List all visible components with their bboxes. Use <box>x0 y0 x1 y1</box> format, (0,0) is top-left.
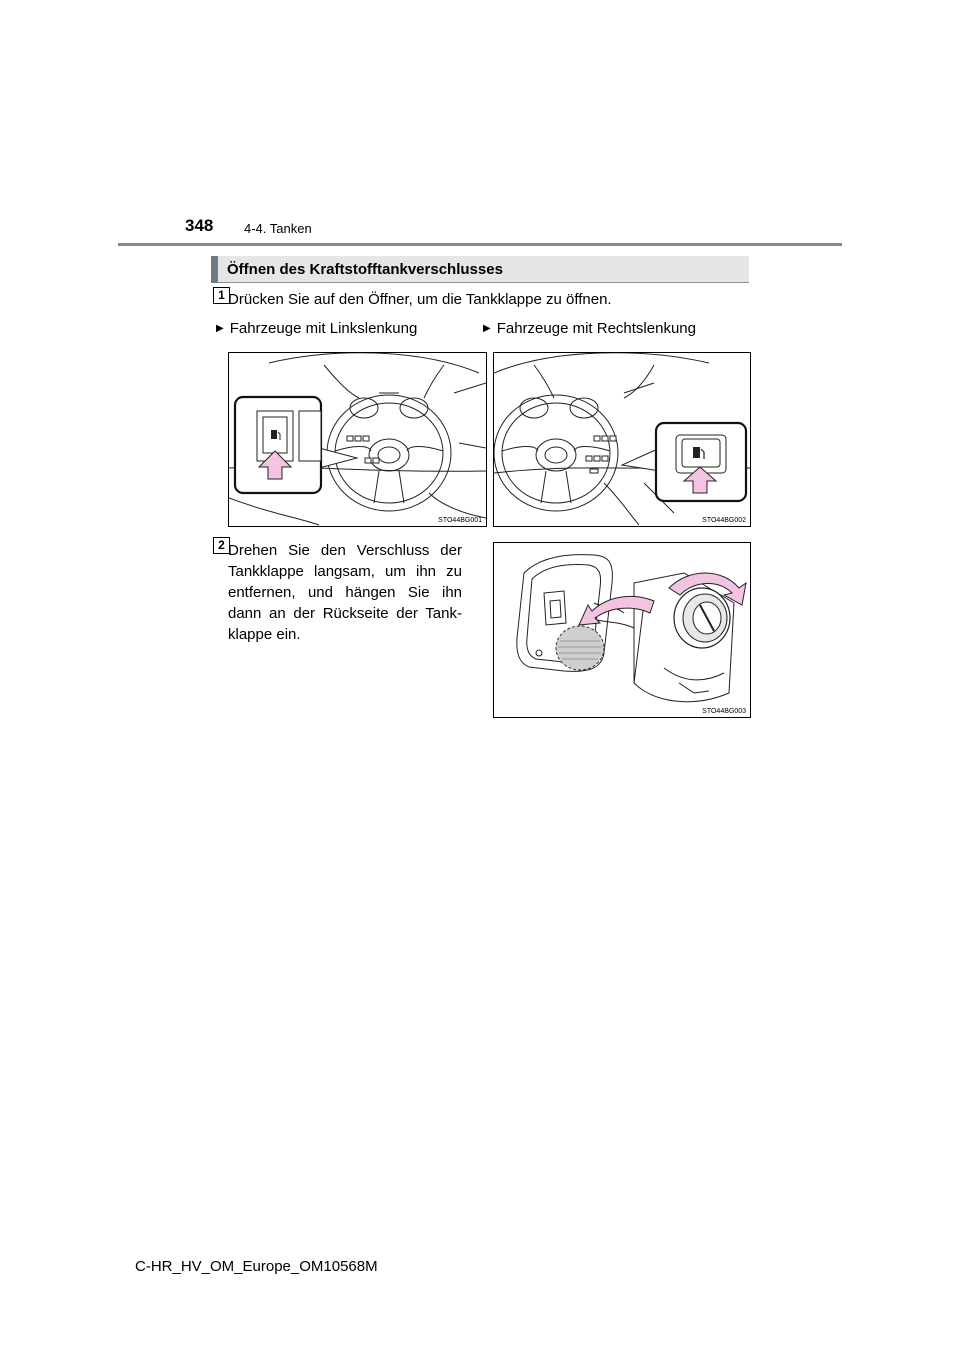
curved-arrow-icon <box>579 596 654 625</box>
dashboard-illustration-lhd <box>229 353 486 526</box>
caption-right-hand-drive <box>483 320 696 337</box>
figure-code: STO44BG003 <box>702 708 746 715</box>
caption-right-label: Fahrzeuge mit Rechtslenkung <box>496 320 696 337</box>
section-reference: 4-4. Tanken <box>244 221 312 236</box>
figure-left-hand-drive <box>228 352 487 527</box>
heading-accent <box>211 256 218 283</box>
dashboard-illustration-rhd <box>494 353 750 526</box>
document-footer: C-HR_HV_OM_Europe_OM10568M <box>135 1258 378 1275</box>
caption-left-hand-drive <box>216 320 417 337</box>
caption-left-label: Fahrzeuge mit Linkslenkung <box>229 320 418 337</box>
fuel-cap-illustration <box>494 543 750 717</box>
right-triangle-icon: ▶ <box>216 323 224 334</box>
step-1-badge: 1 <box>213 287 230 304</box>
step-2-badge: 2 <box>213 537 230 554</box>
figure-code: STO44BG002 <box>702 517 746 524</box>
figure-right-hand-drive <box>493 352 751 527</box>
page-number: 348 <box>185 216 214 235</box>
right-triangle-icon: ▶ <box>483 323 491 334</box>
section-heading: Öffnen des Kraftstofftankverschlusses <box>227 261 503 278</box>
step-1-text: Drücken Sie auf den Öffner, um die Tankklappe zu öffnen. <box>228 291 612 308</box>
header-divider <box>118 243 842 246</box>
figure-fuel-cap <box>493 542 751 718</box>
step-2-text: Drehen Sie den Verschluss der Tankklappe langsam, um ihn zu entfernen, und hängen Sie ihn dann an der Rückseite der Tank-klappe ein. <box>228 542 462 643</box>
figure-code: STO44BG001 <box>438 517 482 524</box>
